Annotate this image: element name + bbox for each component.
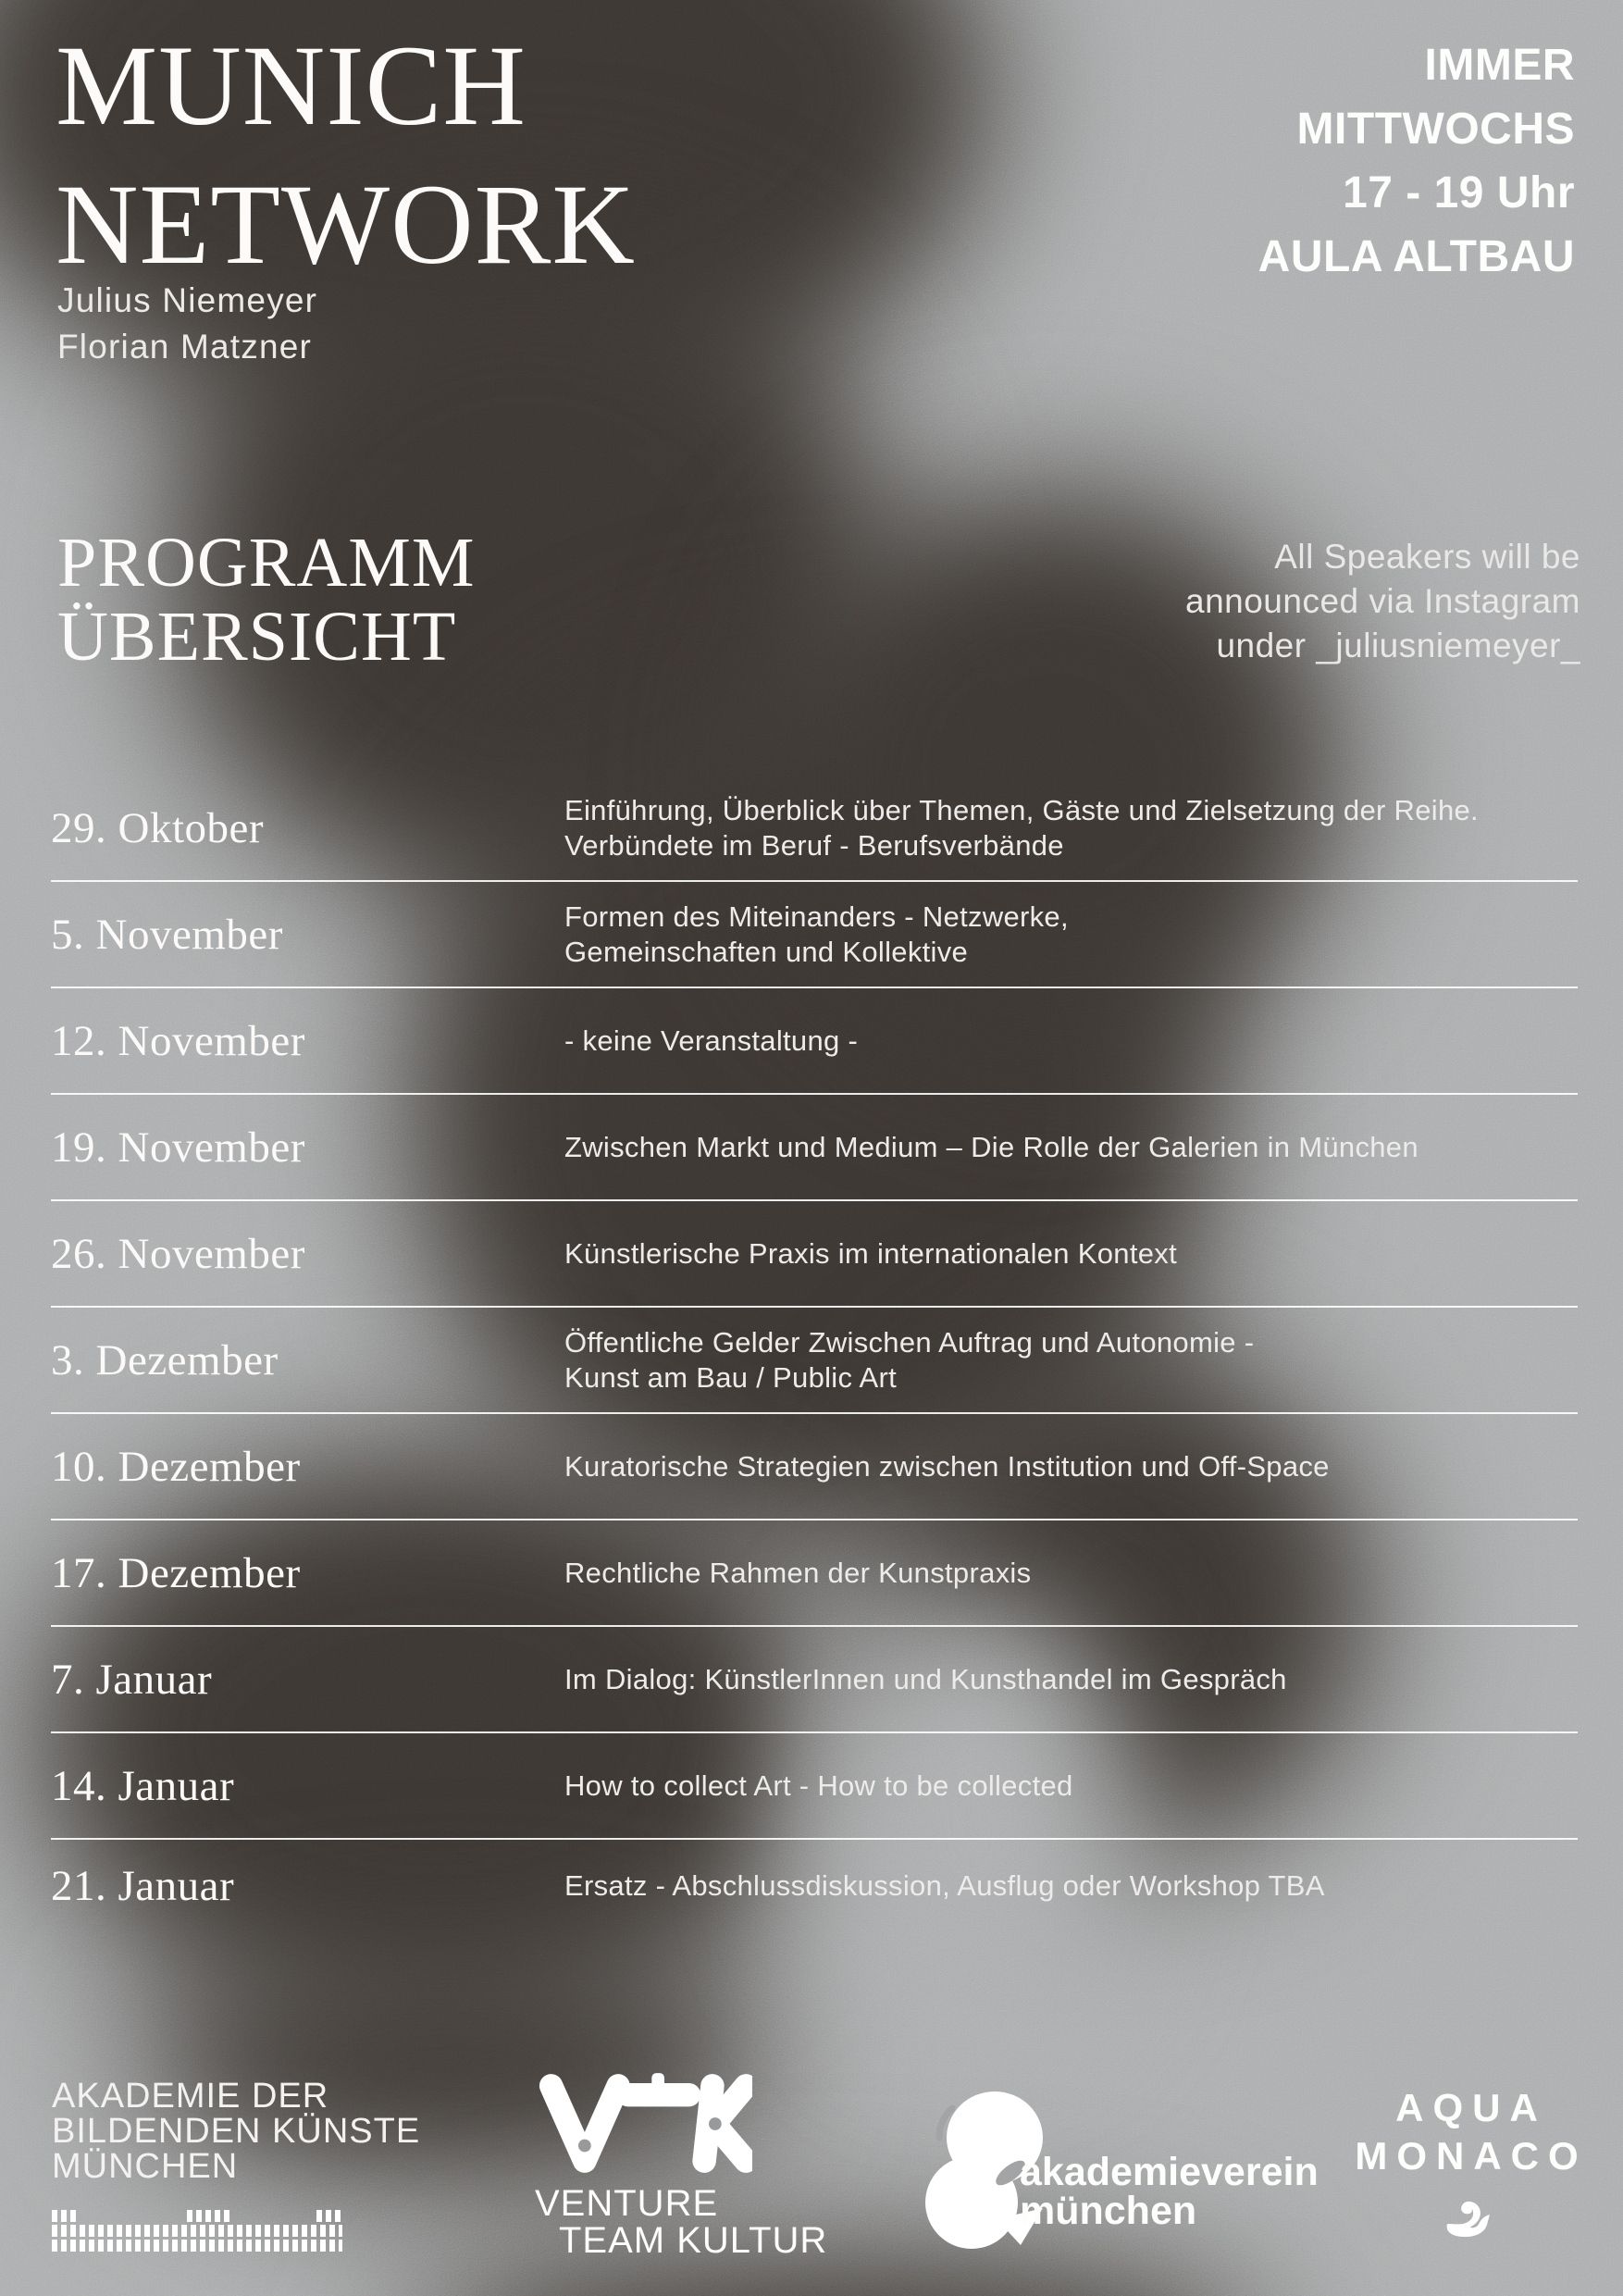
aqua-line-2: MONACO — [1355, 2134, 1588, 2178]
schedule-description-line: Im Dialog: KünstlerInnen und Kunsthandel im Gespräch — [564, 1662, 1287, 1695]
speakers-note-line-1: All Speakers will be — [1274, 538, 1580, 576]
poster-title — [56, 17, 636, 294]
aqua-monaco-block — [1332, 2084, 1601, 2244]
schedule-date: 26. November — [51, 1229, 305, 1278]
schedule-description-line: Kunst am Bau / Public Art — [564, 1360, 898, 1394]
schedule-description-line: Öffentliche Gelder Zwischen Auftrag und Autonomie - — [564, 1325, 1255, 1359]
schedule-description-line: - keine Veranstaltung - — [564, 1024, 859, 1057]
schedule-description-line: Ersatz - Abschlussdiskussion, Ausflug oder Workshop TBA — [564, 1869, 1325, 1902]
vtk-monogram-icon — [535, 2073, 752, 2175]
schedule-row — [51, 776, 1578, 882]
columns-row-bottom — [52, 2240, 342, 2252]
schedule-row — [51, 1201, 1578, 1308]
title-line-1: MUNICH — [56, 22, 527, 149]
schedule-row — [51, 1520, 1578, 1627]
aqua-line-1: AQUA — [1395, 2086, 1547, 2129]
schedule-description — [564, 1024, 1578, 1059]
author-2: Florian Matzner — [57, 328, 313, 366]
schedule-description — [564, 900, 1578, 970]
schedule-description — [564, 1236, 1578, 1272]
schedule-description — [564, 1449, 1578, 1484]
vtk-text — [535, 2185, 827, 2259]
time-line-1: IMMER — [1424, 41, 1575, 90]
vtk-logo-block — [535, 2073, 827, 2259]
schedule-date: 7. Januar — [51, 1655, 213, 1704]
schedule-row — [51, 882, 1578, 988]
schedule-description — [564, 793, 1578, 863]
schedule-row — [51, 1840, 1578, 1932]
akademie-line-1: AKADEMIE DER — [52, 2077, 329, 2116]
schedule-description — [564, 1130, 1578, 1165]
vtk-line-1: VENTURE — [535, 2183, 719, 2224]
author-1: Julius Niemeyer — [57, 281, 318, 319]
schedule-description-line: Gemeinschaften und Kollektive — [564, 935, 969, 968]
blur-blob — [398, 2249, 1277, 2296]
schedule-row — [51, 1308, 1578, 1414]
speakers-note-line-2: announced via Instagram — [1185, 582, 1580, 620]
schedule-date: 14. Januar — [51, 1761, 235, 1810]
akademie-text — [52, 2079, 420, 2184]
schedule-description — [564, 1769, 1578, 1804]
schedule-description-line: How to collect Art - How to be collected — [564, 1769, 1073, 1802]
akademie-line-2: BILDENDEN KÜNSTE — [52, 2112, 421, 2151]
schedule-row — [51, 1627, 1578, 1733]
schedule-date: 12. November — [51, 1016, 305, 1065]
event-time-block — [1258, 33, 1575, 289]
schedule-description-line: Einführung, Überblick über Themen, Gäste und Zielsetzung der Reihe. — [564, 793, 1479, 826]
schedule-description-line: Verbündete im Beruf - Berufsverbände — [564, 828, 1064, 862]
authors — [57, 278, 317, 370]
schedule-date: 3. Dezember — [51, 1335, 279, 1384]
schedule-date: 5. November — [51, 910, 283, 959]
vtk-line-2: TEAM KULTUR — [559, 2220, 828, 2261]
schedule-description — [564, 1556, 1578, 1591]
schedule-date: 10. Dezember — [51, 1442, 301, 1491]
schedule-description — [564, 1325, 1578, 1396]
akademieverein-text — [1020, 2150, 1319, 2233]
schedule-row — [51, 988, 1578, 1095]
schedule-date: 21. Januar — [51, 1862, 235, 1910]
akademieverein-line-2: münchen — [1020, 2189, 1197, 2233]
time-line-3: 17 - 19 Uhr — [1343, 168, 1575, 217]
schedule-description-line: Künstlerische Praxis im internationalen Kontext — [564, 1236, 1177, 1270]
akademie-line-3: MÜNCHEN — [52, 2147, 239, 2186]
speakers-note — [1185, 535, 1580, 668]
title-line-2: NETWORK — [56, 161, 636, 288]
schedule-description-line: Rechtliche Rahmen der Kunstpraxis — [564, 1556, 1032, 1589]
schedule-table — [51, 776, 1578, 1932]
time-line-4: AULA ALTBAU — [1258, 232, 1575, 281]
schedule-description-line: Kuratorische Strategien zwischen Institution und Off-Space — [564, 1449, 1330, 1483]
akbw-columns-logo — [52, 2210, 342, 2254]
schedule-row — [51, 1414, 1578, 1520]
akademieverein-line-1: akademieverein — [1020, 2150, 1319, 2194]
schedule-date: 17. Dezember — [51, 1548, 301, 1597]
schedule-description-line: Zwischen Markt und Medium – Die Rolle der Galerien in München — [564, 1130, 1419, 1163]
program-heading — [57, 526, 475, 674]
columns-row-top — [52, 2210, 342, 2222]
program-heading-line-1: PROGRAMM — [57, 524, 476, 602]
schedule-description — [564, 1662, 1578, 1697]
schedule-date: 19. November — [51, 1123, 305, 1172]
schedule-description-line: Formen des Miteinanders - Netzwerke, — [564, 900, 1069, 933]
swan-icon — [1332, 2195, 1601, 2244]
schedule-date: 29. Oktober — [51, 803, 265, 852]
time-line-2: MITTWOCHS — [1296, 105, 1575, 154]
schedule-row — [51, 1733, 1578, 1840]
schedule-row — [51, 1095, 1578, 1201]
schedule-description — [564, 1868, 1578, 1904]
speakers-note-line-3: under _juliusniemeyer_ — [1216, 627, 1580, 664]
program-heading-line-2: ÜBERSICHT — [57, 598, 457, 676]
columns-row-middle — [52, 2225, 342, 2237]
